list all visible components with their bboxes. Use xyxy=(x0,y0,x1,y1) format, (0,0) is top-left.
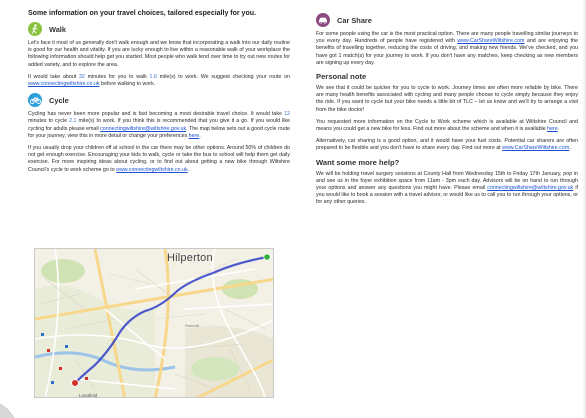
page-heading: Some information on your travel choices, tailored especially for you. xyxy=(28,10,256,17)
cycle-paragraph-1 xyxy=(28,111,290,140)
svg-text:Paxcroft: Paxcroft xyxy=(185,324,199,328)
car-icon xyxy=(316,13,330,27)
car-share-text: For some people using the car is the most practical option. There are many people travelling similar journeys to you every day. Hundreds of people have registered with xyxy=(316,31,578,45)
cycle-to-work-link[interactable]: here xyxy=(547,126,558,133)
cycle-text: . xyxy=(199,132,201,139)
walk-section-header xyxy=(28,22,290,36)
cycle-text: Cycling has never been more popular and is fast becoming a most desirable travel choice. It would take xyxy=(28,111,285,118)
car-share-paragraph xyxy=(316,31,578,67)
cycle-email-link[interactable]: connectingwiltshire@wiltshire.gov.uk xyxy=(100,125,187,132)
page-edge-shadow xyxy=(582,0,586,418)
bicycle-icon xyxy=(28,93,42,107)
svg-text:Longfield: Longfield xyxy=(79,393,98,398)
personal-note-paragraph-2 xyxy=(316,119,578,133)
walk-miles: 1.6 xyxy=(149,73,157,80)
walk-text: before walking to work. xyxy=(99,81,156,88)
help-text: if you would like to book a session with a travel advisor, or would like us to call you to run through your options, or for any other queries. xyxy=(316,185,578,206)
personal-note-title: Personal note xyxy=(316,72,367,82)
map-graphic xyxy=(35,249,274,398)
cycle-text: mile(s) to work. If you think this is recommended that you give it a go. If you would like cycling for adults please email xyxy=(28,118,291,132)
cycle-route-map[interactable] xyxy=(34,248,274,398)
walk-title: Walk xyxy=(49,24,66,34)
walk-minutes: 32 xyxy=(78,73,85,80)
walk-paragraph-1: Let's face it most of us generally don't walk enough and we know that incorporating a walk into our daily routine is good for our health and vitality. If you are lucky enough to live within a reasonable walk of your workplace the following information should help get you started. Most people who walk tend over time to try out new routes for added variety, and to explore the area. xyxy=(28,40,290,68)
cycle-text: . xyxy=(187,166,190,173)
car-share-wiltshire-link[interactable]: www.CarShareWiltshire.com xyxy=(502,145,570,152)
car-share-title: Car Share xyxy=(337,15,372,25)
cycle-title: Cycle xyxy=(49,95,69,105)
walk-text: mile(s) to work. We suggest checking your route on xyxy=(156,73,290,80)
cycle-paragraph-2 xyxy=(28,145,290,174)
cycle-text: . The map below sets out a good cycle route for your journey, view this in more detail or change your preferences xyxy=(28,125,290,139)
connecting-wiltshire-link[interactable]: www.connectingwiltshire.co.uk xyxy=(28,81,100,88)
cycle-minutes: 12 xyxy=(284,111,290,118)
car-share-text: and are enjoying the benefits of travelling together, reducing the costs of driving, and making new friends. We've checked, and you have got 1 match(s) for your journey to work. If you don't have any matches, keep checking as new members are signing up every day. xyxy=(316,38,578,66)
cycle-miles: 2.1 xyxy=(69,118,77,125)
personal-note-text: You requested more information on the Cycle to Work scheme which is available at Wiltshire Council and means you could get a new bike for less. Find out more about the scheme and when it is available xyxy=(316,118,578,133)
help-paragraph xyxy=(316,171,578,207)
preferences-link[interactable]: here xyxy=(188,132,200,139)
map-place-label: Hilperton xyxy=(167,252,213,264)
help-text: We will be holding travel surgery sessions at County Hall from Wednesday 15th to Friday 17th January, pop in and see us in the foyer exhibition space from 11am - 3pm each day. Advisors will be on hand to run through your options and answer any questions you might have. Please email xyxy=(316,170,578,192)
help-title: Want some more help? xyxy=(316,157,400,167)
connecting-wiltshire-link[interactable]: www.connectingwiltshire.co.uk xyxy=(116,166,188,173)
cycle-section-header xyxy=(28,93,290,107)
page-curl-icon xyxy=(0,398,20,418)
personal-note-paragraph-1: We see that it could be quicker for you to cycle to work. Journey times are often more reliable by bike. There are many health benefits associated with cycling and many people choose to cycle simply because they enjoy the ride. If you want to cycle but your bike needs a little bit of TLC – let us know and we'll try to arrange a visit from the bike doctor! xyxy=(316,85,578,113)
walking-person-icon xyxy=(28,22,42,36)
right-column xyxy=(316,10,578,212)
car-share-wiltshire-link[interactable]: www.CarShareWiltshire.com xyxy=(457,38,525,45)
personal-note-text: . xyxy=(557,126,560,133)
walk-text: minutes for you to walk xyxy=(84,73,150,80)
car-share-section-header xyxy=(316,13,578,27)
help-email-link[interactable]: connectingwiltshire@wiltshire.gov.uk xyxy=(487,185,574,192)
personal-note-text: . xyxy=(569,145,571,152)
walk-paragraph-2 xyxy=(28,74,290,88)
personal-note-text: Alternatively, car sharing is a good option, and it would have your fuel costs. Potential car sharers are often prepared to be flexible and you don't have to share every day. Find out more at xyxy=(316,138,578,152)
cycle-text: minutes to cycle xyxy=(28,118,70,125)
walk-text: It would take about xyxy=(28,73,79,80)
cycle-text: If you usually drop your children off at school in the car there may be other options. Around 50% of children do not get enough exercise. Encouraging your kids to walk, cycle or take the bus to school will help them get daily exercise. For more inspiring ideas about cycling, or to find out about getting a new bike through Wiltshire Council's cycle to work scheme go to xyxy=(28,145,290,173)
left-column xyxy=(28,10,290,179)
personal-note-paragraph-3 xyxy=(316,138,578,152)
